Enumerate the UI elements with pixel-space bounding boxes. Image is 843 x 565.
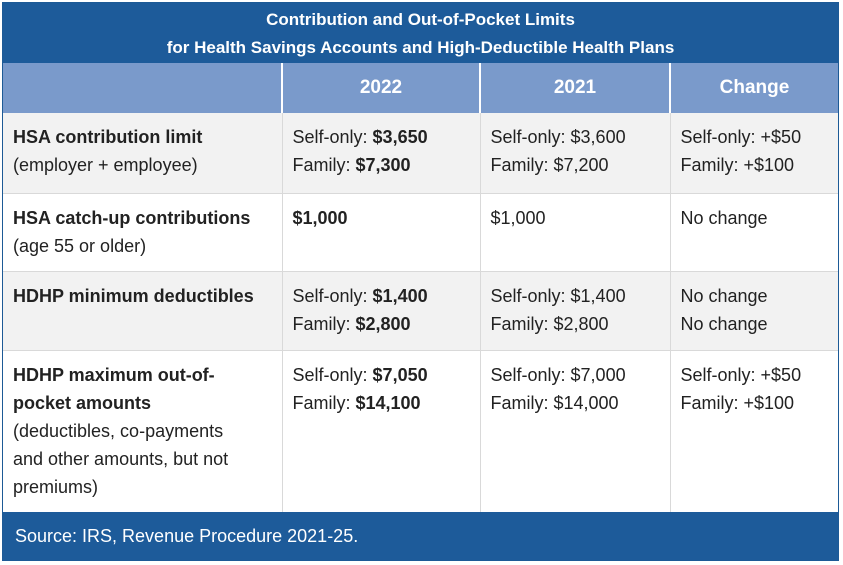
cell-2022 <box>282 113 480 193</box>
limits-table-figure <box>2 2 839 561</box>
row-label: HDHP minimum deductibles <box>13 285 254 306</box>
cell-line: Family: $7,200 <box>490 155 609 175</box>
cell-2022 <box>282 271 480 350</box>
cell-line <box>293 282 470 310</box>
cell-line: Self-only: $1,400 <box>490 285 626 306</box>
cell-prefix: Family: <box>292 392 356 413</box>
cell-line: Family: $14,000 <box>490 392 619 413</box>
cell-value: $1,400 <box>372 285 428 306</box>
cell-line: $1,000 <box>490 207 546 228</box>
cell-2021 <box>480 271 670 350</box>
header-blank <box>3 63 282 113</box>
row-label-line: HDHP maximum out-of- <box>13 364 215 385</box>
cell-2022 <box>282 193 480 271</box>
cell-line <box>293 204 470 232</box>
cell-prefix: Self-only: <box>292 127 373 147</box>
table-row-hdhp-maximum-out-of-pocket <box>3 350 838 513</box>
cell-line <box>293 151 470 179</box>
source-note: Source: IRS, Revenue Procedure 2021-25. <box>3 512 838 560</box>
cell-value: $3,650 <box>372 127 428 147</box>
cell-prefix: Self-only: <box>292 364 373 385</box>
row-label-cell <box>3 113 282 193</box>
cell-value: $2,800 <box>355 313 411 334</box>
header-2022: 2022 <box>282 63 480 113</box>
header-change: Change <box>670 63 838 113</box>
cell-change <box>670 113 838 193</box>
cell-2022 <box>282 350 480 513</box>
cell-line <box>293 123 470 151</box>
cell-line: No change <box>680 285 768 306</box>
table-row-hsa-contribution-limit <box>3 113 838 193</box>
cell-line: Self-only: $3,600 <box>490 127 626 147</box>
row-label: HSA catch-up contributions <box>13 207 251 228</box>
header-2021: 2021 <box>480 63 670 113</box>
table-title <box>3 3 838 63</box>
cell-value: $14,100 <box>355 392 421 413</box>
cell-line: Self-only: +$50 <box>680 364 802 385</box>
header-row <box>3 63 838 113</box>
table-title-line-2: for Health Savings Accounts and High-Deductible Health Plans <box>166 38 675 57</box>
cell-2021 <box>480 350 670 513</box>
cell-line: No change <box>680 207 768 228</box>
cell-line <box>293 389 470 417</box>
row-sublabel: (age 55 or older) <box>13 235 147 256</box>
cell-line: No change <box>680 313 768 334</box>
cell-line <box>293 361 470 389</box>
cell-change <box>670 271 838 350</box>
row-sublabel-line: (deductibles, co-payments <box>13 420 224 441</box>
cell-prefix: Self-only: <box>292 285 373 306</box>
row-sublabel-line: and other amounts, but not <box>13 448 229 469</box>
limits-table <box>3 63 838 513</box>
cell-line: Self-only: $7,000 <box>490 364 626 385</box>
cell-value: $1,000 <box>292 207 348 228</box>
row-sublabel-line: premiums) <box>13 476 99 497</box>
cell-change <box>670 193 838 271</box>
row-sublabel: (employer + employee) <box>13 155 198 175</box>
table-row-hdhp-minimum-deductibles <box>3 271 838 350</box>
row-label-cell <box>3 193 282 271</box>
table-row-hsa-catch-up <box>3 193 838 271</box>
cell-line <box>293 310 470 338</box>
cell-2021 <box>480 193 670 271</box>
cell-prefix: Family: <box>292 155 356 175</box>
table-title-line-1: Contribution and Out-of-Pocket Limits <box>266 10 575 29</box>
row-label: HSA contribution limit <box>13 127 203 147</box>
cell-2021 <box>480 113 670 193</box>
row-label-cell <box>3 350 282 513</box>
row-label-line: pocket amounts <box>13 392 152 413</box>
cell-prefix: Family: <box>292 313 356 334</box>
cell-change <box>670 350 838 513</box>
cell-line: Self-only: +$50 <box>680 127 802 147</box>
cell-value: $7,050 <box>372 364 428 385</box>
cell-value: $7,300 <box>355 155 411 175</box>
row-label-cell <box>3 271 282 350</box>
cell-line: Family: $2,800 <box>490 313 609 334</box>
cell-line: Family: +$100 <box>680 392 795 413</box>
cell-line: Family: +$100 <box>680 155 795 175</box>
